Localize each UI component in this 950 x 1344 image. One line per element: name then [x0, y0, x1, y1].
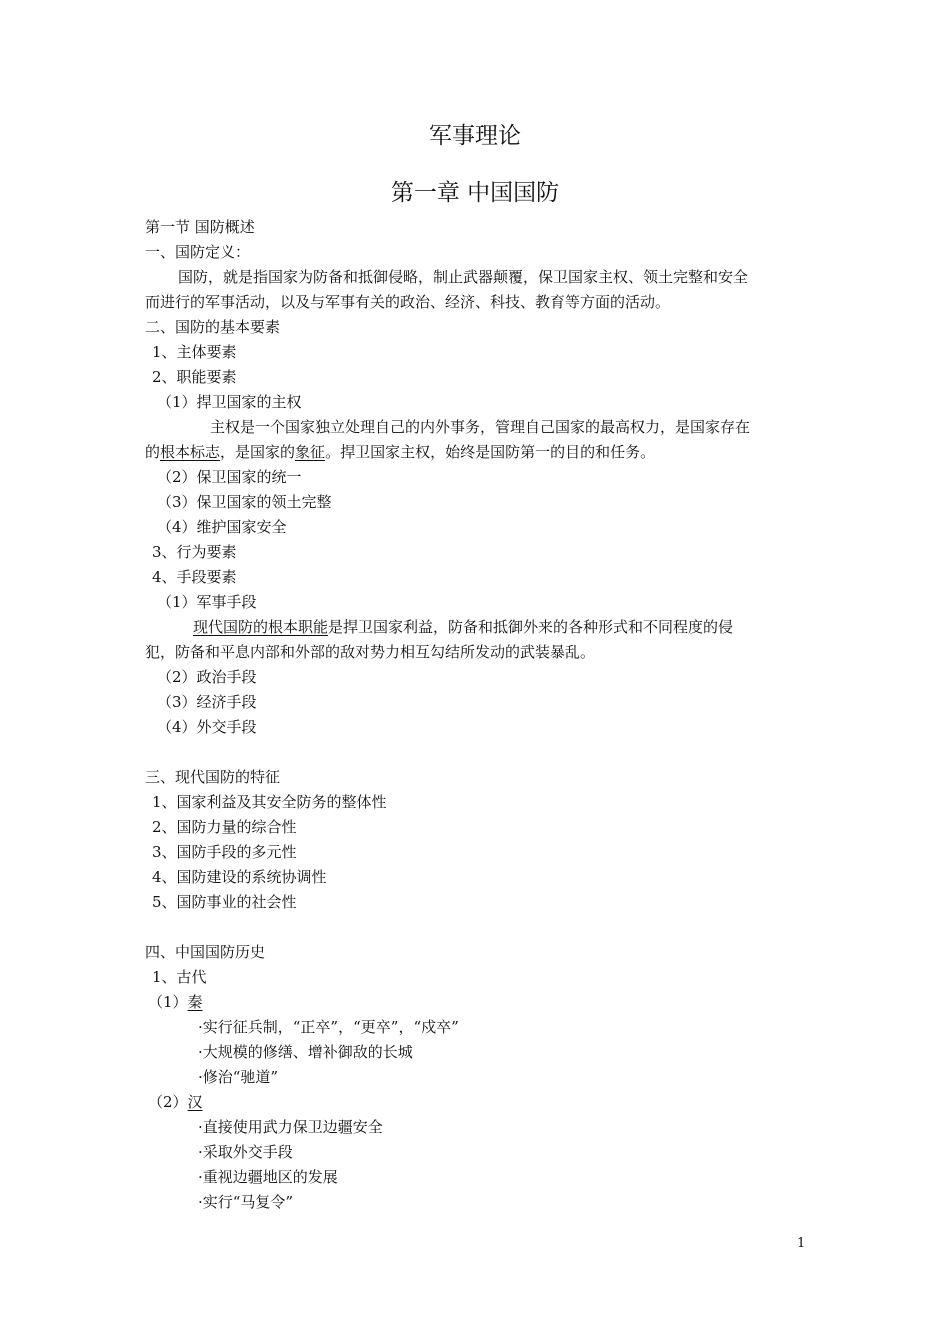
section-heading: 第一节 国防概述: [145, 218, 255, 236]
heading-modern-features: 三、现代国防的特征: [145, 768, 281, 786]
sub-list-item: （2）汉: [148, 1093, 203, 1111]
list-item: 3、行为要素: [152, 543, 237, 561]
heading-basic-elements: 二、国防的基本要素: [145, 318, 281, 336]
list-item: 1、主体要素: [152, 343, 237, 361]
sub-list-item: （3）保卫国家的领土完整: [157, 493, 332, 511]
sub-list-item: （3）经济手段: [157, 693, 257, 711]
paragraph-line: 主权是一个国家独立处理自己的内外事务，管理自己国家的最高权力，是国家存在: [210, 418, 751, 436]
bullet-item: ·大规模的修缮、增补御敌的长城: [198, 1043, 413, 1061]
paragraph-line: 犯，防备和平息内部和外部的敌对势力相互勾结所发动的武装暴乱。: [145, 643, 596, 661]
underlined-term: 根本标志: [160, 443, 221, 461]
sub-list-item: （1）秦: [148, 993, 203, 1011]
list-item: 1、国家利益及其安全防务的整体性: [152, 793, 387, 811]
chapter-title: 第一章 中国国防: [390, 180, 560, 206]
sub-list-item: （2）政治手段: [157, 668, 257, 686]
underlined-term: 汉: [187, 1093, 203, 1111]
bullet-item: ·实行“马复令”: [198, 1193, 294, 1211]
bullet-item: ·重视边疆地区的发展: [198, 1168, 338, 1186]
list-item: 1、古代: [152, 968, 207, 986]
paragraph-line: 而进行的军事活动，以及与军事有关的政治、经济、科技、教育等方面的活动。: [145, 293, 671, 311]
underlined-term: 现代国防的根本职能: [193, 618, 329, 636]
bullet-item: ·实行征兵制，“正卒”，“更卒”，“戍卒”: [198, 1018, 459, 1036]
bullet-item: ·修治“驰道”: [198, 1068, 279, 1086]
sub-list-item: （2）保卫国家的统一: [157, 468, 302, 486]
bullet-item: ·采取外交手段: [198, 1143, 293, 1161]
sub-list-item: （1）捍卫国家的主权: [157, 393, 302, 411]
list-item: 5、国防事业的社会性: [152, 893, 297, 911]
heading-defense-definition: 一、国防定义：: [145, 243, 251, 261]
paragraph-line: 现代国防的根本职能是捍卫国家利益，防备和抵御外来的各种形式和不同程度的侵: [193, 618, 734, 636]
paragraph-line: 的根本标志，是国家的象征。捍卫国家主权，始终是国防第一的目的和任务。: [145, 443, 656, 461]
underlined-term: 秦: [187, 993, 203, 1011]
list-item: 2、国防力量的综合性: [152, 818, 297, 836]
bullet-item: ·直接使用武力保卫边疆安全: [198, 1118, 383, 1136]
underlined-term: 象征: [295, 443, 326, 461]
sub-list-item: （4）维护国家安全: [157, 518, 287, 536]
document-title: 军事理论: [429, 123, 521, 149]
paragraph-line: 国防，就是指国家为防备和抵御侵略，制止武器颠覆，保卫国家主权、领土完整和安全: [178, 268, 749, 286]
list-item: 3、国防手段的多元性: [152, 843, 297, 861]
list-item: 4、国防建设的系统协调性: [152, 868, 327, 886]
list-item: 2、职能要素: [152, 368, 237, 386]
sub-list-item: （4）外交手段: [157, 718, 257, 736]
heading-defense-history: 四、中国国防历史: [145, 943, 266, 961]
list-item: 4、手段要素: [152, 568, 237, 586]
sub-list-item: （1）军事手段: [157, 593, 257, 611]
page-number: 1: [797, 1236, 806, 1251]
